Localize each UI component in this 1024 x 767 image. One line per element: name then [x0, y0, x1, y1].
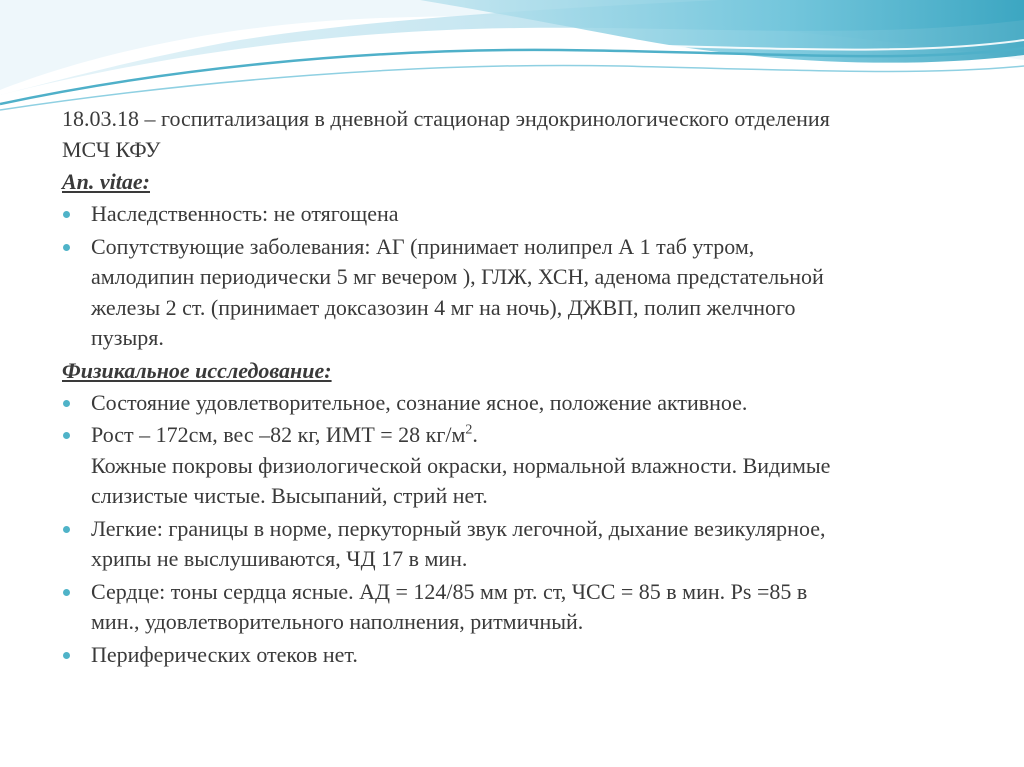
item-line: пузыря.	[91, 325, 164, 350]
item-line: хрипы не выслушиваются, ЧД 17 в мин.	[91, 546, 468, 571]
section-heading-anamnesis: An. vitae:	[62, 169, 150, 194]
list-item-lungs	[62, 514, 982, 575]
item-line: Легкие: границы в норме, перкуторный звук легочной, дыхание везикулярное,	[91, 515, 826, 541]
header-wave-decoration	[0, 0, 1024, 115]
bullet-icon	[63, 400, 70, 407]
section-heading-physical: Физикальное исследование:	[62, 357, 332, 383]
slide-content	[62, 103, 982, 672]
item-line: Периферических отеков нет.	[91, 641, 358, 667]
bmi-period: .	[472, 422, 478, 447]
item-line: железы 2 ст. (принимает доксазозин 4 мг на ночь), ДЖВП, полип желчного	[91, 294, 796, 320]
bullet-icon	[63, 526, 70, 533]
bullet-icon	[63, 432, 70, 439]
list-item-comorbidities	[62, 232, 982, 354]
wave-line-1	[0, 48, 1024, 104]
item-line: слизистые чистые. Высыпаний, стрий нет.	[91, 483, 488, 508]
item-line: Состояние удовлетворительное, сознание ясное, положение активное.	[91, 389, 748, 415]
item-line: мин., удовлетворительного наполнения, ритмичный.	[91, 609, 584, 634]
list-item-condition	[62, 388, 982, 419]
intro-line-1: 18.03.18 – госпитализация в дневной стационар эндокринологического отделения	[62, 106, 830, 131]
bullet-icon	[63, 211, 70, 218]
list-item-edema	[62, 640, 982, 671]
bullet-icon	[63, 652, 70, 659]
bullet-icon	[63, 244, 70, 251]
anamnesis-list	[62, 199, 982, 354]
list-item-heredity	[62, 199, 982, 230]
intro-paragraph	[62, 103, 982, 165]
item-line: Наследственность: не отягощена	[91, 201, 399, 226]
item-line-bmi	[91, 420, 982, 451]
bmi-text: Рост – 172см, вес –82 кг, ИМТ = 28 кг/м	[91, 422, 466, 447]
item-line: Сердце: тоны сердца ясные. АД = 124/85 мм рт. ст, ЧСС = 85 в мин. Ps =85 в	[91, 578, 808, 604]
item-line: амлодипин периодически 5 мг вечером ), ГЛЖ, ХСН, аденома предстательной	[91, 264, 824, 289]
bmi-superscript: 2	[465, 422, 473, 438]
intro-line-2: МСЧ КФУ	[62, 137, 161, 162]
list-item-anthropometry	[62, 420, 982, 512]
physical-list	[62, 388, 982, 671]
item-line: Сопутствующие заболевания: АГ (принимает нолипрел А 1 таб утром,	[91, 233, 755, 259]
list-item-heart	[62, 577, 982, 638]
bullet-icon	[63, 589, 70, 596]
item-line: Кожные покровы физиологической окраски, нормальной влажности. Видимые	[91, 452, 831, 478]
